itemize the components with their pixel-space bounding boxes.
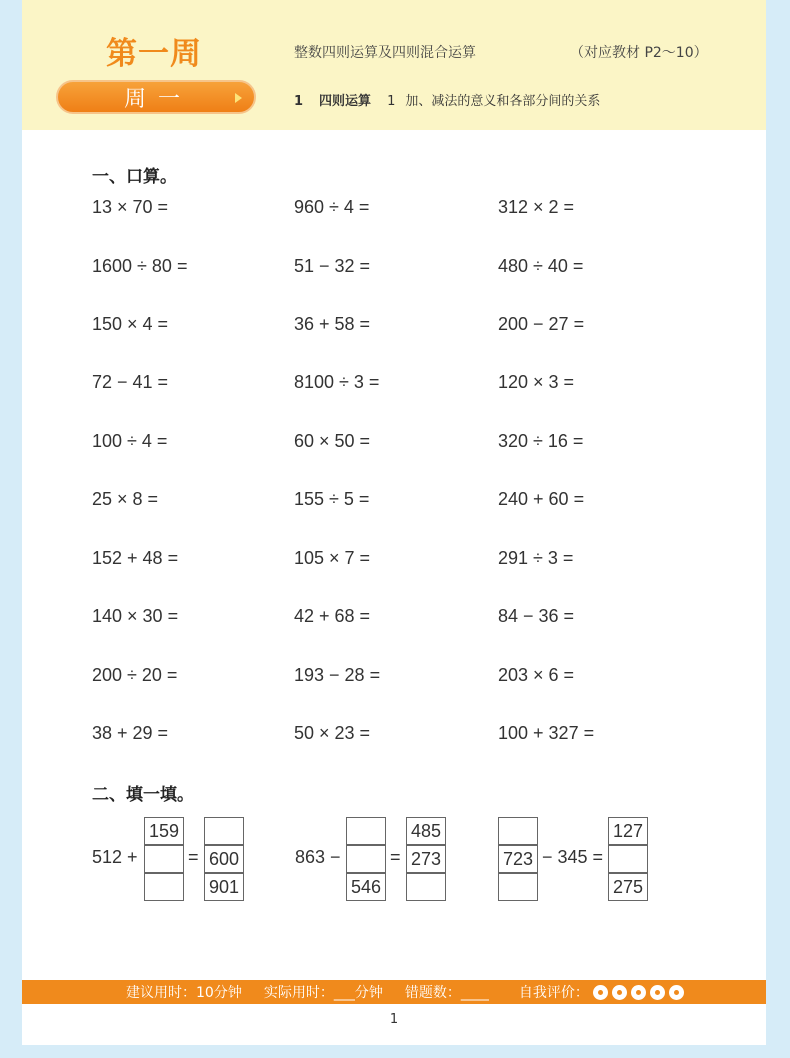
problem[interactable]: 84 − 36 =: [498, 606, 575, 626]
fill-box[interactable]: 127: [608, 817, 648, 845]
fill-box[interactable]: 546: [346, 873, 386, 901]
problem[interactable]: 50 × 23 =: [294, 723, 371, 743]
page-header: [22, 0, 766, 130]
fill-box[interactable]: [346, 845, 386, 873]
fill-box[interactable]: [608, 845, 648, 873]
problem[interactable]: 100 ÷ 4 =: [92, 431, 168, 451]
problem[interactable]: 480 ÷ 40 =: [498, 256, 584, 276]
fill-box[interactable]: 159: [144, 817, 184, 845]
problem[interactable]: 240 + 60 =: [498, 489, 585, 509]
lesson-name: 四则运算: [319, 94, 372, 109]
problem[interactable]: 150 × 4 =: [92, 314, 169, 334]
problem[interactable]: 72 − 41 =: [92, 372, 169, 392]
problem[interactable]: 200 ÷ 20 =: [92, 665, 178, 685]
fill-box[interactable]: 723: [498, 845, 538, 873]
fill-group-1-equals: =: [188, 847, 199, 867]
problem[interactable]: 312 × 2 =: [498, 197, 575, 217]
suggested-time: 建议用时：10分钟: [126, 985, 242, 1001]
problem[interactable]: 140 × 30 =: [92, 606, 179, 626]
problem[interactable]: 42 + 68 =: [294, 606, 371, 626]
day-label: 周一: [124, 86, 193, 112]
problem[interactable]: 320 ÷ 16 =: [498, 431, 584, 451]
problem[interactable]: 152 + 48 =: [92, 548, 179, 568]
triangle-arrow-icon: [235, 93, 242, 103]
problem[interactable]: 38 + 29 =: [92, 723, 169, 743]
flower-rating-icon[interactable]: [669, 985, 684, 1000]
problem[interactable]: 36 + 58 =: [294, 314, 371, 334]
problem[interactable]: 155 ÷ 5 =: [294, 489, 370, 509]
week-title: 第一周: [106, 36, 202, 72]
section-oral-calculation-title: 一、口算。: [92, 167, 177, 187]
problem[interactable]: 60 × 50 =: [294, 431, 371, 451]
fill-group-3-operator: − 345 =: [542, 847, 604, 867]
fill-box[interactable]: [498, 873, 538, 901]
day-label-pill: [56, 80, 256, 114]
fill-box[interactable]: 485: [406, 817, 446, 845]
worksheet-page: [22, 0, 766, 1045]
flower-rating-icon[interactable]: [593, 985, 608, 1000]
actual-time-field[interactable]: 实际用时：___分钟: [263, 985, 383, 1001]
problem[interactable]: 193 − 28 =: [294, 665, 381, 685]
fill-box[interactable]: 600: [204, 845, 244, 873]
fill-box[interactable]: [204, 817, 244, 845]
lesson-line: [294, 90, 600, 109]
fill-group-2-equals: =: [390, 847, 401, 867]
problem[interactable]: 105 × 7 =: [294, 548, 371, 568]
fill-group-1-lead: 512 +: [92, 847, 138, 867]
problem[interactable]: 120 × 3 =: [498, 372, 575, 392]
page-number: 1: [389, 1012, 399, 1027]
error-count-field[interactable]: 错题数：____: [404, 985, 489, 1001]
unit-topic: 整数四则运算及四则混合运算: [294, 45, 476, 61]
problem[interactable]: 291 ÷ 3 =: [498, 548, 574, 568]
fill-group-2-lead: 863 −: [295, 847, 341, 867]
fill-box[interactable]: 273: [406, 845, 446, 873]
section-fill-in-title: 二、填一填。: [92, 785, 194, 805]
fill-box[interactable]: [346, 817, 386, 845]
sub-lesson-name: 加、减法的意义和各部分间的关系: [405, 94, 601, 109]
problem[interactable]: 8100 ÷ 3 =: [294, 372, 380, 392]
problem[interactable]: 203 × 6 =: [498, 665, 575, 685]
fill-box[interactable]: [144, 845, 184, 873]
fill-box[interactable]: 901: [204, 873, 244, 901]
lesson-number: 1: [294, 94, 304, 109]
problem[interactable]: 100 + 327 =: [498, 723, 595, 743]
footer-bar: [22, 980, 766, 1004]
fill-box[interactable]: [498, 817, 538, 845]
problem[interactable]: 1600 ÷ 80 =: [92, 256, 188, 276]
sub-lesson-number: 1: [387, 94, 396, 109]
self-evaluation-label: 自我评价：: [518, 985, 589, 1001]
problem[interactable]: 51 − 32 =: [294, 256, 371, 276]
textbook-reference: （对应教材 P2～10）: [570, 45, 708, 61]
problem[interactable]: 200 − 27 =: [498, 314, 585, 334]
fill-box[interactable]: [144, 873, 184, 901]
flower-rating-icon[interactable]: [631, 985, 646, 1000]
problem[interactable]: 25 × 8 =: [92, 489, 159, 509]
flower-rating-icon[interactable]: [650, 985, 665, 1000]
flower-rating-icon[interactable]: [612, 985, 627, 1000]
fill-box[interactable]: [406, 873, 446, 901]
problem[interactable]: 960 ÷ 4 =: [294, 197, 370, 217]
fill-box[interactable]: 275: [608, 873, 648, 901]
problem[interactable]: 13 × 70 =: [92, 197, 169, 217]
